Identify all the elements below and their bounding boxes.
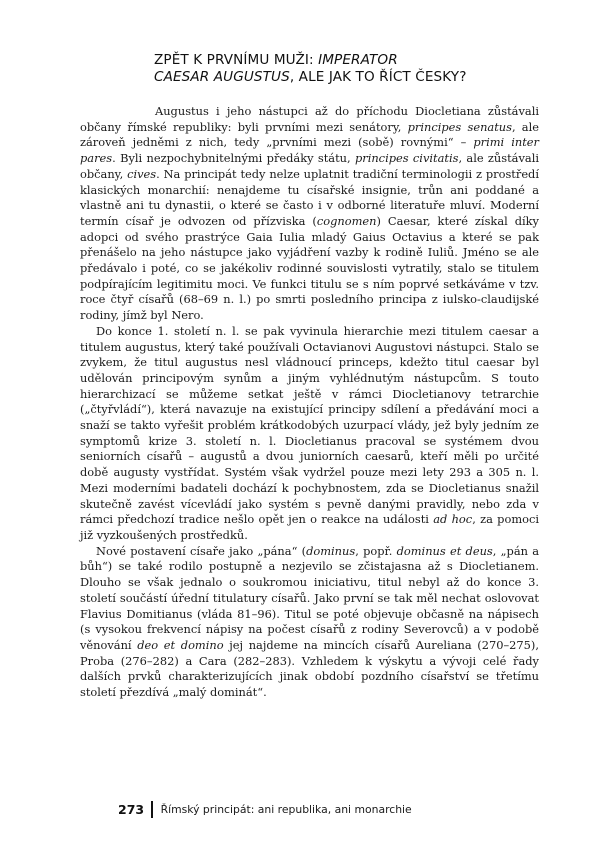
footer-divider [151,801,153,818]
paragraph-1: Augustus i jeho nástupci až do příchodu Diocletiana zůstávali občany římské republiky: byli prvními mezi senátory, principes senatus, ale zároveň jedněmi z nich, tedy „prvními mezi (sobě) rovnými“ – primi inter pares. Byli nezpochybnitelnými předáky státu, principes civitatis, ale zůstávali občany, cives. Na principát tedy nelze uplatnit tradiční terminologii z prostředí klasických monarchií: nenajdeme tu císařské insignie, trůn ani poddané a vlastně ani tu dynastii, o které se často i v odborné literatuře mluví. Moderní termín císař je odvozen od přízviska (cognomen) Caesar, které získal díky adopci od svého prastrýce Gaia Iulia mladý Gaius Octavius a které se pak přenášelo na jeho nástupce jako vyjádření vazby k rodině Iuliů. Jméno se ale předávalo i poté, co se jakékoliv rodinné souvislosti vytratily, stalo se titulem podpírajícím legitimitu moci. Ve funkci titulu se s ním poprvé setkáváme v tzv. roce čtyř císařů (68–69 n. l.) po smrti posledního principa z iulsko-claudijské rodiny, jímž byl Nero. [80,104,539,323]
heading-line-2: CAESAR AUGUSTUS, ALE JAK TO ŘÍCT ČESKY? [154,69,467,85]
section-heading [154,52,534,86]
running-title: Římský principát: ani republika, ani monarchie [160,802,412,816]
heading-line-1: ZPĚT K PRVNÍMU MUŽI: IMPERATOR [154,52,398,68]
paragraph-3: Nové postavení císaře jako „pána“ (dominus, popř. dominus et deus, „pán a bůh“) se také rodilo postupně a nezjevilo se zčistajasna až s Diocletianem. Dlouho se však jednalo o soukromou iniciativu, titul nebyl až do konce 3. století součástí úřední titulatury císařů. Jako první se tak měl nechat oslovovat Flavius Domitianus (vláda 81–96). Titul se poté objevuje občasně na nápisech (s vysokou frekvencí nápisy na počest císařů z rodiny Severovců) a v podobě věnování deo et domino jej najdeme na mincích císařů Aureliana (270–275), Proba (276–282) a Cara (282–283). Vzhledem k výskytu a vývoji celé řady dalších prvků charakterizujících jinak období pozdního císařství se třetímu století přezdívá „malý dominát“. [80,543,540,700]
paragraph-2: Do konce 1. století n. l. se pak vyvinula hierarchie mezi titulem caesar a titulem augustus, který také používali Octavianovi Augustovi nástupci. Stalo se zvykem, že titul augustus nesl vládnoucí princeps, kdežto titul caesar byl udělován principovým synům a jiným vyhlédnutým nástupcům. S touto hierarchizací se můžeme setkat ještě v rámci Diocletianovy tetrarchie („čtyřvládí“), která navazuje na existující principy sdílení a předávání moci a snaží se takto vyřešit problém krátkodobých uzurpací vlády, jež byly jedním ze symptomů krize 3. století n. l. Diocletianus pracoval se systémem dvou seniorních císařů – augustů a dvou juniorních caesarů, kteří měli po určité době augusty vystřídat. Systém však vydržel pouze mezi lety 293 a 305 n. l. Mezi moderními badateli dochází k pochybnostem, zda se Diocletianus snažil skutečně zavést vícevládí jako systém s pevně danými pravidly, nebo zda v rámci předchozí tradice nešlo opět jen o reakce na události ad hoc, za pomoci již vyzkoušených prostředků. [80,323,539,542]
body-text [80,104,539,701]
page-footer [118,799,412,819]
page-number: 273 [118,801,145,817]
